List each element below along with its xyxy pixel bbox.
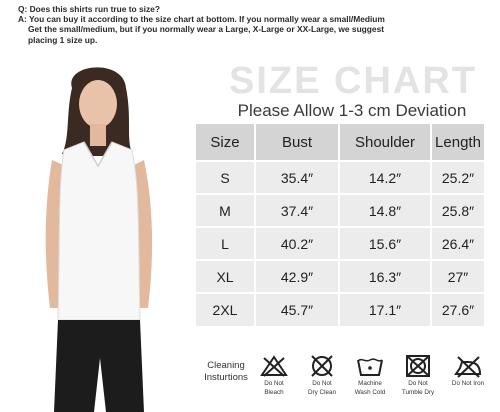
header-length: Length xyxy=(435,133,481,151)
header-bust: Bust xyxy=(281,133,312,151)
header-size: Size xyxy=(210,133,240,151)
length-cell: 27.6″ xyxy=(441,302,475,318)
care-text-line2: Tumble Dry xyxy=(401,389,435,397)
size-cell: 2XL xyxy=(212,302,238,318)
chart-title: SIZE CHART xyxy=(229,60,477,102)
care-text-line1: Do Not xyxy=(312,380,332,387)
shoulder-cell: 17.1″ xyxy=(368,302,402,318)
length-cell: 25.2″ xyxy=(441,169,475,186)
bust-cell: 35.4″ xyxy=(280,169,314,186)
length-cell: 25.8″ xyxy=(441,202,475,219)
care-item-wash xyxy=(348,354,392,396)
table-row xyxy=(196,162,484,193)
care-text-line1: Do Not xyxy=(408,380,428,387)
table-row xyxy=(196,261,484,292)
care-item-bleach xyxy=(252,354,296,396)
header-shoulder: Shoulder xyxy=(354,133,416,151)
bust-cell: 37.4″ xyxy=(280,202,314,219)
care-item-tumble-dry xyxy=(396,354,440,396)
table-row xyxy=(196,195,484,226)
size-chart-table xyxy=(196,124,484,374)
care-label-line1: Cleaning xyxy=(207,360,245,371)
shoulder-cell: 14.2″ xyxy=(368,169,402,186)
chart-subtitle: Please Allow 1-3 cm Deviation xyxy=(237,101,467,120)
length-cell: 27″ xyxy=(447,268,469,285)
bust-cell: 45.7″ xyxy=(280,302,314,318)
care-text-line2: Wash Cold xyxy=(354,389,386,397)
table-row xyxy=(196,228,484,259)
shoulder-cell: 15.6″ xyxy=(368,235,402,252)
care-item-iron xyxy=(446,354,490,389)
machine-wash-cold-icon xyxy=(355,354,385,378)
care-item-dry-clean xyxy=(300,354,344,396)
length-cell: 26.4″ xyxy=(441,235,475,252)
answer-line-3: placing 1 size up. xyxy=(28,34,98,45)
question-text: Q: Does this shirts run true to size? xyxy=(18,4,160,14)
bust-cell: 40.2″ xyxy=(280,235,314,252)
table-header-row xyxy=(196,124,484,160)
do-not-bleach-icon xyxy=(259,354,289,378)
care-text-line2: Bleach xyxy=(264,389,284,397)
answer-line-2: Get the small/medium, but if you normally wear a Large, X-Large or XX-Large, we suggest xyxy=(28,24,385,35)
do-not-dry-clean-icon xyxy=(307,354,337,378)
answer-line-1: A: You can buy it according to the size chart at bottom. If you normally wear a small/Medium xyxy=(18,14,385,25)
care-text-line1: Do Not xyxy=(264,380,284,387)
care-label-line2: Insturtions xyxy=(204,372,248,383)
shoulder-cell: 16.3″ xyxy=(368,268,402,285)
model-photo xyxy=(14,58,180,412)
size-cell: M xyxy=(219,202,231,219)
qa-text xyxy=(18,4,496,45)
size-cell: L xyxy=(221,235,229,252)
do-not-tumble-dry-icon xyxy=(403,354,433,378)
bust-cell: 42.9″ xyxy=(280,268,314,285)
do-not-iron-icon xyxy=(452,354,484,378)
care-text-line1: Do Not Iron xyxy=(451,380,485,387)
care-text-line2: Dry Clean xyxy=(308,389,336,397)
cleaning-instructions-label xyxy=(198,360,254,384)
size-cell: S xyxy=(220,169,230,186)
shoulder-cell: 14.8″ xyxy=(368,202,402,219)
care-text-line1: Machine xyxy=(358,380,382,387)
table-row xyxy=(196,294,484,326)
size-cell: XL xyxy=(216,268,234,285)
